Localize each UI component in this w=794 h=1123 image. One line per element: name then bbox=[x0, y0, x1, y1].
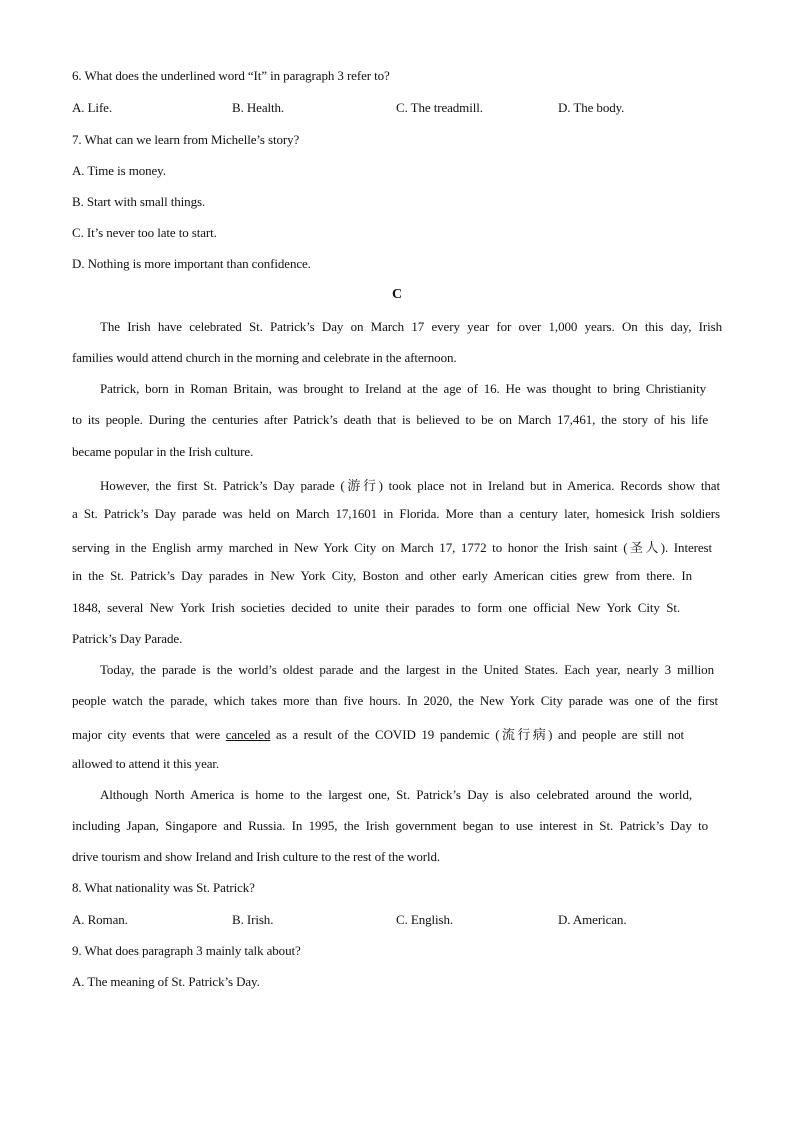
q7-option-c: C. It’s never too late to start. bbox=[72, 225, 217, 240]
q8-option-c: C. English. bbox=[396, 912, 454, 927]
passage-p3-line-1: However, the first St. Patrick’s Day parade (游行) took place not in Ireland but in America. Records show that bbox=[100, 478, 720, 493]
passage-p3-line-3: serving in the English army marched in New York City on March 17, 1772 to honor the Irish saint (圣人). Interest bbox=[72, 540, 712, 555]
q6-option-a: A. Life. bbox=[72, 100, 112, 115]
q7-option-a: A. Time is money. bbox=[72, 163, 166, 178]
passage-p2-line-2: to its people. During the centuries after Patrick’s death that is believed to be on March 17,461, the story of his life bbox=[72, 412, 708, 427]
underlined-word-canceled: canceled bbox=[225, 727, 271, 742]
q8-option-b: B. Irish. bbox=[232, 912, 274, 927]
question-6-stem: 6. What does the underlined word “It” in paragraph 3 refer to? bbox=[72, 68, 390, 83]
passage-p3-line-5: 1848, several New York Irish societies decided to unite their parades to form one official New York City St. bbox=[72, 600, 680, 615]
passage-p4-line-2: people watch the parade, which takes more than five hours. In 2020, the New York City parade was one of the first bbox=[72, 693, 718, 708]
q6-option-b: B. Health. bbox=[232, 100, 285, 115]
passage-p4-line-4: allowed to attend it this year. bbox=[72, 756, 220, 771]
passage-p5-line-3: drive tourism and show Ireland and Irish culture to the rest of the world. bbox=[72, 849, 441, 864]
question-7-stem: 7. What can we learn from Michelle’s story? bbox=[72, 132, 300, 147]
passage-p3-line-2: a St. Patrick’s Day parade was held on March 17,1601 in Florida. More than a century later, homesick Irish soldiers bbox=[72, 506, 720, 521]
p4-line-3-before: major city events that were bbox=[72, 727, 226, 742]
question-9-stem: 9. What does paragraph 3 mainly talk about? bbox=[72, 943, 301, 958]
q6-option-d: D. The body. bbox=[558, 100, 625, 115]
passage-p3-line-6: Patrick’s Day Parade. bbox=[72, 631, 183, 646]
q7-option-d: D. Nothing is more important than confidence. bbox=[72, 256, 311, 271]
q8-option-d: D. American. bbox=[558, 912, 627, 927]
passage-p2-line-3: became popular in the Irish culture. bbox=[72, 444, 254, 459]
passage-p4-line-3 bbox=[72, 724, 684, 743]
q6-option-c: C. The treadmill. bbox=[396, 100, 483, 115]
q8-option-a: A. Roman. bbox=[72, 912, 128, 927]
passage-p4-line-1: Today, the parade is the world’s oldest parade and the largest in the United States. Each year, nearly 3 million bbox=[100, 662, 714, 677]
passage-p5-line-2: including Japan, Singapore and Russia. In 1995, the Irish government began to use interest in St. Patrick’s Day to bbox=[72, 818, 708, 833]
passage-p2-line-1: Patrick, born in Roman Britain, was brought to Ireland at the age of 16. He was thought to bring Christianity bbox=[100, 381, 706, 396]
passage-p3-line-4: in the St. Patrick’s Day parades in New York City, Boston and other early American cities grew from there. In bbox=[72, 568, 692, 583]
passage-p1-line-2: families would attend church in the morning and celebrate in the afternoon. bbox=[72, 350, 457, 365]
passage-p5-line-1: Although North America is home to the largest one, St. Patrick’s Day is also celebrated around the world, bbox=[100, 787, 692, 802]
q7-option-b: B. Start with small things. bbox=[72, 194, 206, 209]
passage-p1-line-1: The Irish have celebrated St. Patrick’s Day on March 17 every year for over 1,000 years. On this day, Irish bbox=[100, 319, 722, 334]
q9-option-a: A. The meaning of St. Patrick’s Day. bbox=[72, 974, 260, 989]
p4-line-3-after: as a result of the COVID 19 pandemic (流行病) and people are still not bbox=[270, 727, 684, 742]
question-8-stem: 8. What nationality was St. Patrick? bbox=[72, 880, 255, 895]
section-heading: C bbox=[391, 287, 402, 302]
